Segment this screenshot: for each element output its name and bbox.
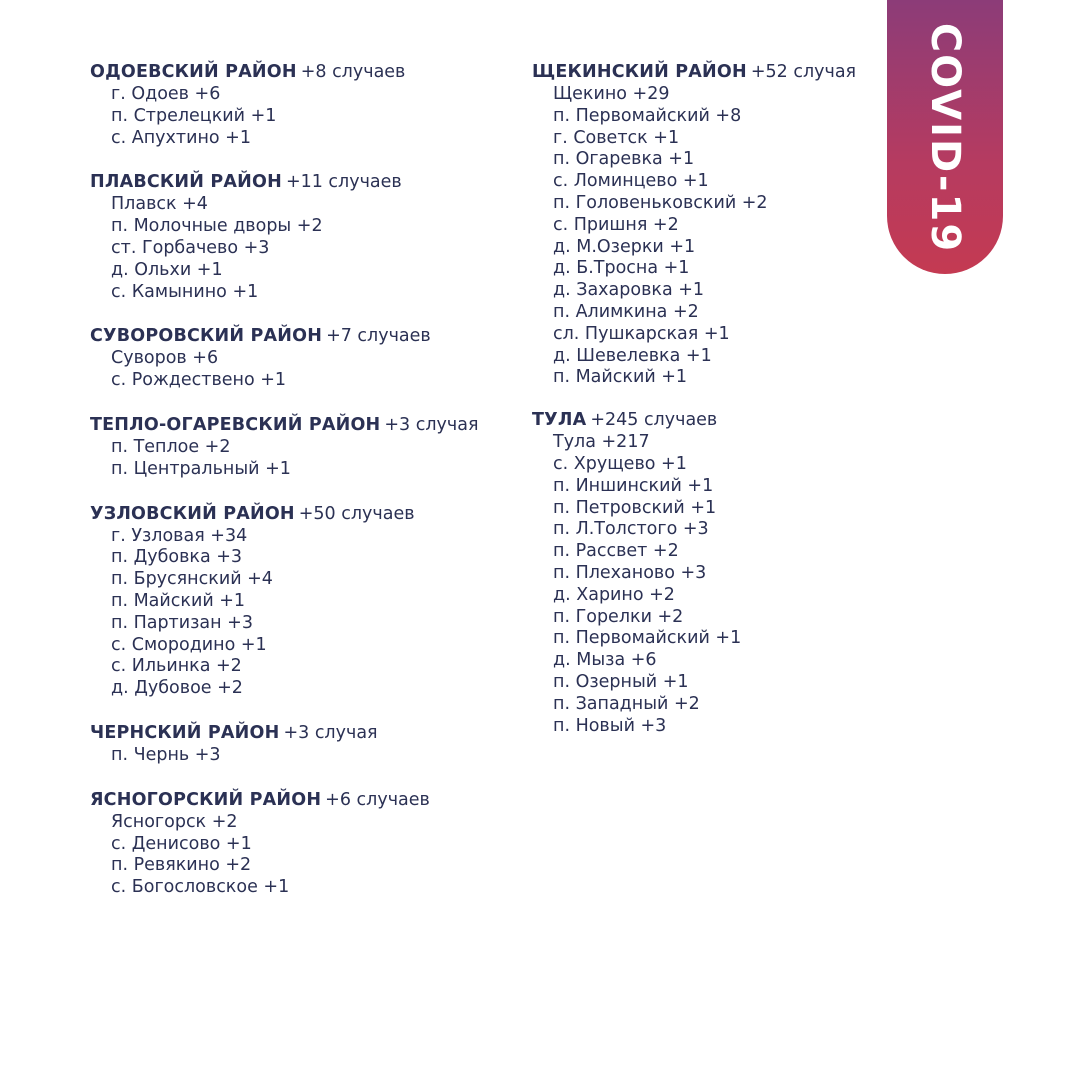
locality-item: п. Иншинский +1 xyxy=(553,475,714,496)
locality-item: п. Теплое +2 xyxy=(111,436,231,457)
district-name: ЧЕРНСКИЙ РАЙОН xyxy=(90,722,280,743)
district-heading xyxy=(90,413,510,437)
locality-item: с. Хрущево +1 xyxy=(553,453,687,474)
locality-item: п. Партизан +3 xyxy=(111,612,253,633)
locality-item: п. Центральный +1 xyxy=(111,458,291,479)
locality-item: Щекино +29 xyxy=(553,84,670,104)
district-heading xyxy=(90,324,510,348)
locality-item: п. Л.Толстого +3 xyxy=(553,519,709,540)
district-name: СУВОРОВСКИЙ РАЙОН xyxy=(90,326,323,347)
district-heading xyxy=(90,502,510,526)
district-count: +245 случаев xyxy=(590,410,718,431)
locality-item: Суворов +6 xyxy=(111,348,219,369)
locality-item: г. Одоев +6 xyxy=(111,84,221,104)
locality-item: Ясногорск +2 xyxy=(111,811,238,832)
district-block xyxy=(532,60,872,389)
district-name: ПЛАВСКИЙ РАЙОН xyxy=(90,172,282,193)
locality-item: сл. Пушкарская +1 xyxy=(553,323,730,344)
locality-item: п. Ревякино +2 xyxy=(111,855,252,876)
district-name: ОДОЕВСКИЙ РАЙОН xyxy=(90,62,297,82)
district-name: ТЕПЛО-ОГАРЕВСКИЙ РАЙОН xyxy=(90,414,381,435)
locality-item: п. Чернь +3 xyxy=(111,744,221,765)
locality-item: с. Смородино +1 xyxy=(111,634,267,655)
banner-title: COVID-19 xyxy=(922,22,968,254)
locality-item: п. Озерный +1 xyxy=(553,671,689,692)
district-name: ТУЛА xyxy=(532,410,587,431)
district-block xyxy=(90,502,510,700)
locality-item: с. Богословское +1 xyxy=(111,877,290,898)
locality-item: Тула +217 xyxy=(553,432,650,453)
locality-item: п. Плеханово +3 xyxy=(553,562,707,583)
district-block xyxy=(90,413,510,481)
locality-item: д. Харино +2 xyxy=(553,584,675,605)
district-name: УЗЛОВСКИЙ РАЙОН xyxy=(90,503,295,524)
right-column xyxy=(532,60,872,756)
district-heading xyxy=(532,408,872,432)
locality-item: г. Узловая +34 xyxy=(111,525,248,546)
district-name: ЩЕКИНСКИЙ РАЙОН xyxy=(532,62,747,82)
locality-item: п. Рассвет +2 xyxy=(553,541,679,562)
left-column xyxy=(90,60,510,920)
locality-item: с. Ломинцево +1 xyxy=(553,171,709,192)
locality-item: с. Ильинка +2 xyxy=(111,656,242,677)
locality-item: с. Пришня +2 xyxy=(553,214,679,235)
district-block xyxy=(90,324,510,392)
locality-item: п. Дубовка +3 xyxy=(111,547,243,568)
locality-item: с. Рождествено +1 xyxy=(111,370,287,391)
locality-item: д. М.Озерки +1 xyxy=(553,236,696,257)
district-count: +7 случаев xyxy=(326,326,431,347)
locality-item: п. Брусянский +4 xyxy=(111,569,273,590)
locality-item: п. Головеньковский +2 xyxy=(553,192,768,213)
district-count: +3 случая xyxy=(283,722,378,743)
locality-item: д. Б.Тросна +1 xyxy=(553,258,690,279)
locality-item: п. Западный +2 xyxy=(553,693,700,714)
locality-item: п. Алимкина +2 xyxy=(553,301,699,322)
locality-item: Плавск +4 xyxy=(111,194,208,215)
locality-item: ст. Горбачево +3 xyxy=(111,237,270,258)
district-block xyxy=(532,408,872,737)
locality-item: п. Огаревка +1 xyxy=(553,149,695,170)
locality-item: д. Дубовое +2 xyxy=(111,678,243,699)
locality-item: п. Молочные дворы +2 xyxy=(111,216,323,237)
locality-item: д. Ольхи +1 xyxy=(111,259,223,280)
district-block xyxy=(90,60,510,149)
locality-item: с. Апухтино +1 xyxy=(111,127,251,148)
locality-item: г. Советск +1 xyxy=(553,127,680,148)
district-heading xyxy=(90,788,510,812)
district-count: +3 случая xyxy=(384,414,479,435)
locality-item: п. Горелки +2 xyxy=(553,606,684,627)
district-block xyxy=(90,721,510,767)
district-heading xyxy=(90,721,510,745)
district-heading xyxy=(90,60,510,84)
district-count: +11 случаев xyxy=(285,172,402,193)
locality-item: с. Камынино +1 xyxy=(111,281,259,302)
locality-item: п. Стрелецкий +1 xyxy=(111,105,277,126)
district-count: +50 случаев xyxy=(298,503,415,524)
locality-item: п. Майский +1 xyxy=(111,590,246,611)
district-block xyxy=(90,170,510,303)
district-count: +6 случаев xyxy=(325,789,430,810)
district-count: +52 случая xyxy=(750,62,857,82)
covid-banner xyxy=(887,0,1003,274)
locality-item: п. Петровский +1 xyxy=(553,497,717,518)
locality-item: п. Майский +1 xyxy=(553,367,688,388)
locality-item: д. Захаровка +1 xyxy=(553,280,705,301)
district-heading xyxy=(532,60,872,84)
locality-item: с. Денисово +1 xyxy=(111,833,252,854)
locality-item: д. Мыза +6 xyxy=(553,650,657,671)
district-heading xyxy=(90,170,510,194)
locality-item: п. Первомайский +1 xyxy=(553,628,742,649)
district-block xyxy=(90,788,510,899)
locality-item: п. Новый +3 xyxy=(553,715,667,736)
locality-item: д. Шевелевка +1 xyxy=(553,345,712,366)
locality-item: п. Первомайский +8 xyxy=(553,105,742,126)
district-name: ЯСНОГОРСКИЙ РАЙОН xyxy=(90,789,322,810)
district-count: +8 случаев xyxy=(300,62,406,82)
